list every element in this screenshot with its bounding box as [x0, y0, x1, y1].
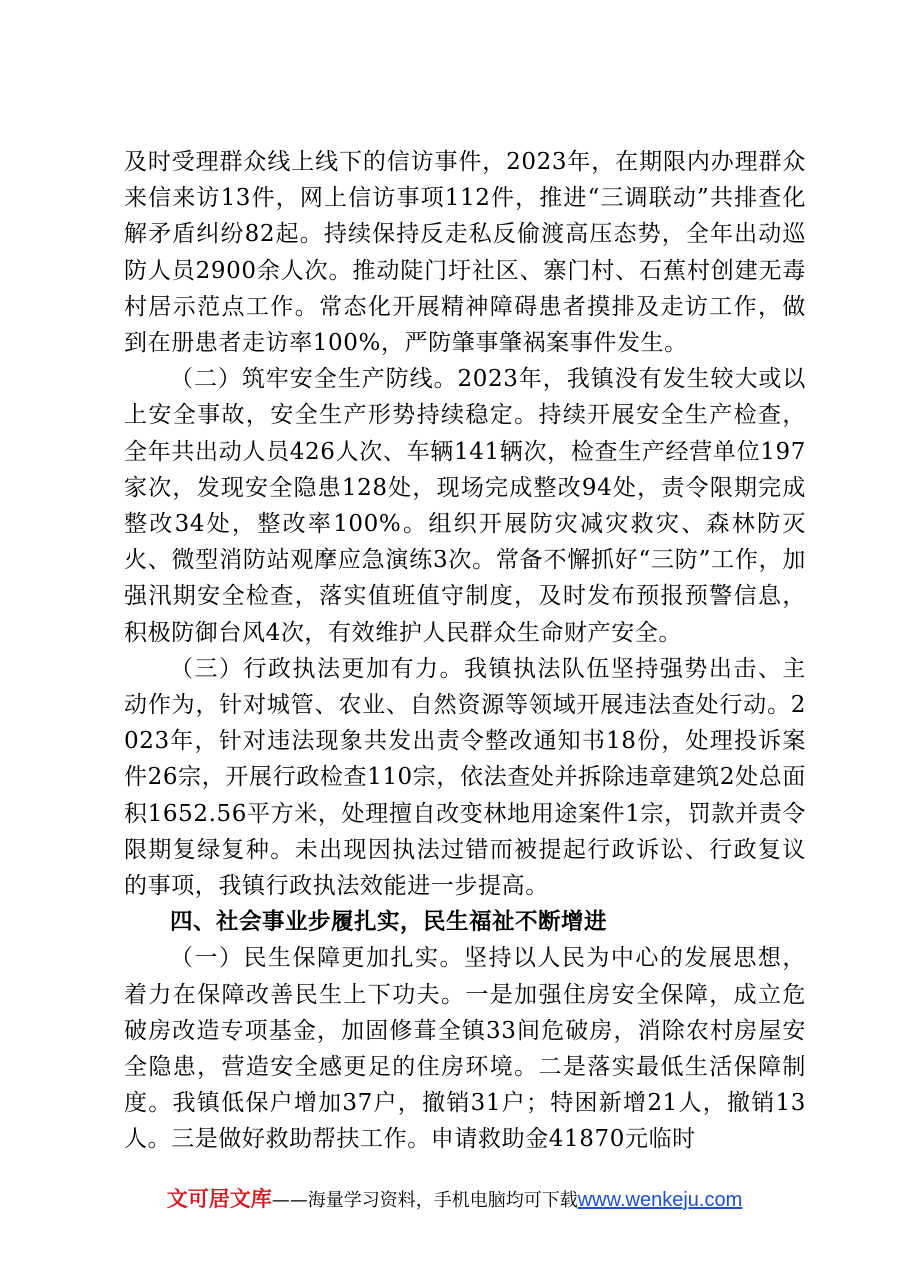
paragraph-law-enforcement: （三）行政执法更加有力。我镇执法队伍坚持强势出击、主动作为，针对城管、农业、自然资源等领域开展违法查处行动。2023年，针对违法现象共发出责令整改通知书18份，处理投诉案件26宗，开展行政检查110宗，依法查处并拆除违章建筑2处总面积1652.56平方米，处理擅自改变林地用途案件1宗，罚款并责令限期复绿复种。未出现因执法过错而被提起行政诉讼、行政复议的事项，我镇行政执法效能进一步提高。: [124, 655, 806, 900]
footer-brand-name: 文可居文库: [166, 1187, 272, 1211]
section-heading-social-affairs: 四、社会事业步履扎实，民生福祉不断增进: [170, 909, 608, 936]
paragraph-livelihood-security: （一）民生保障更加扎实。坚持以人民为中心的发展思想，着力在保障改善民生上下功夫。一是加强住房安全保障，成立危破房改造专项基金，加固修葺全镇33间危破房，消除农村房屋安全隐患，营造安全感更足的住房环境。二是落实最低生活保障制度。我镇低保户增加37户，撤销31户；特困新增21人，撤销13人。三是做好救助帮扶工作。申请救助金41870元临时: [124, 945, 806, 1153]
footer-site-link[interactable]: www.wenkeju.com: [577, 1189, 743, 1211]
footer-banner: [0, 1183, 909, 1213]
paragraph-work-safety: （二）筑牢安全生产防线。2023年，我镇没有发生较大或以上安全事故，安全生产形势持续稳定。持续开展安全生产检查，全年共出动人员426人次、车辆141辆次，检查生产经营单位197家次，发现安全隐患128处，现场完成整改94处，责令限期完成整改34处，整改率100%。组织开展防灾减灾救灾、森林防灭火、微型消防站观摩应急演练3次。常备不懈抓好“三防”工作，加强汛期安全检查，落实值班值守制度，及时发布预报预警信息，积极防御台风4次，有效维护人民群众生命财产安全。: [124, 366, 806, 646]
document-body: [124, 144, 806, 1158]
footer-slogan: ——海量学习资料，手机电脑均可下载: [271, 1190, 578, 1211]
paragraph-petition-and-security: 及时受理群众线上线下的信访事件，2023年，在期限内办理群众来信来访13件，网上信访事项112件，推进“三调联动”共排查化解矛盾纠纷82起。持续保持反走私反偷渡高压态势，全年出动巡防人员2900余人次。推动陡门圩社区、寨门村、石蕉村创建无毒村居示范点工作。常态化开展精神障碍患者摸排及走访工作，做到在册患者走访率100%，严防肇事肇祸案事件发生。: [124, 149, 806, 357]
